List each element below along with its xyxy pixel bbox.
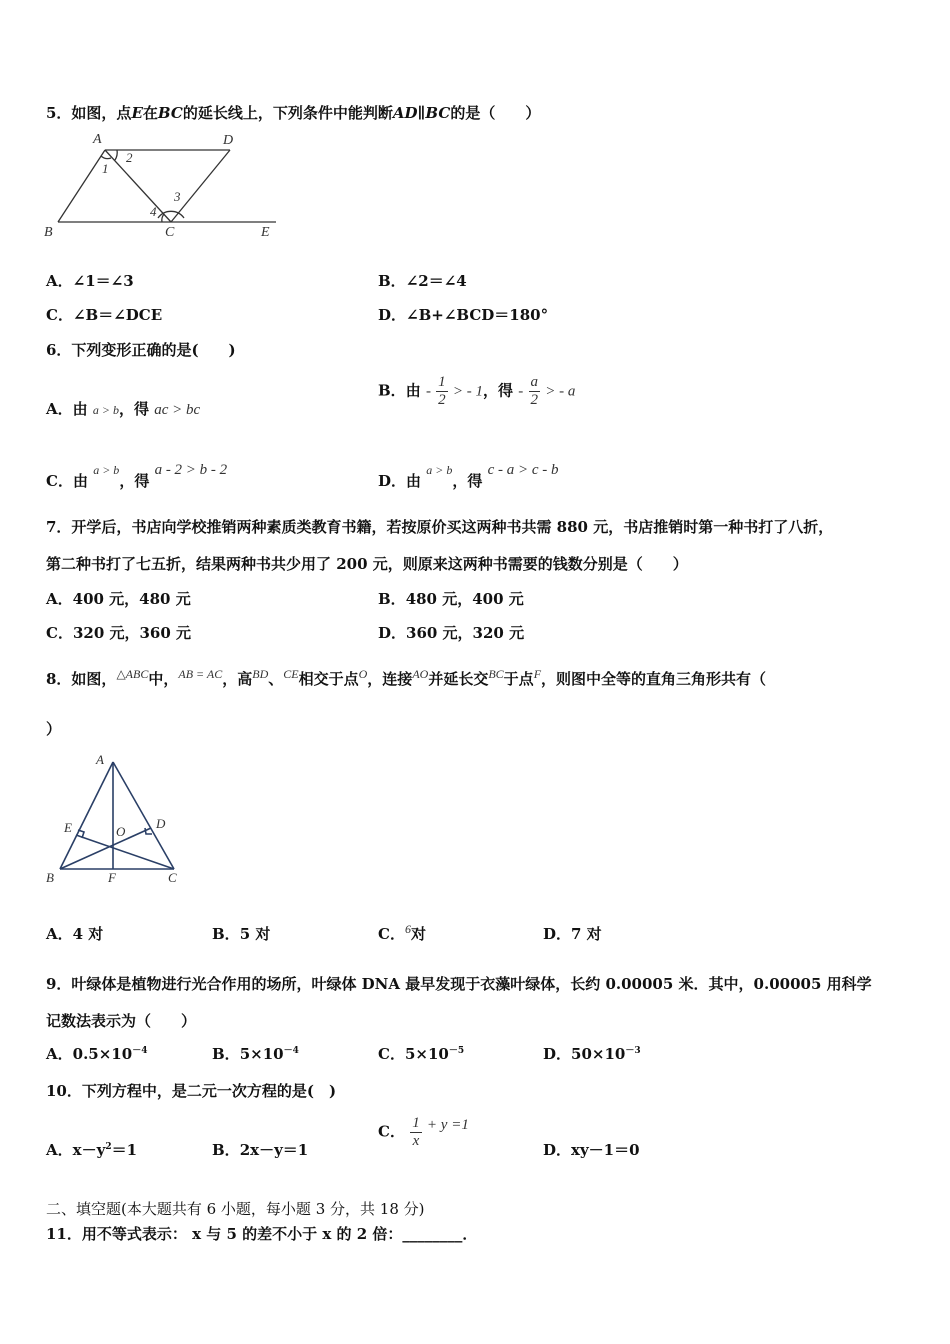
q7-option-c: C．320 元，360 元 — [46, 624, 192, 642]
q8-option-b: B．5 对 — [212, 925, 271, 943]
q5-option-d: D．∠B+∠BCD＝180° — [378, 306, 549, 324]
q10-option-b: B．2x－y＝1 — [212, 1141, 309, 1159]
section-2-heading: 二、填空题(本大题共有 6 小题，每小题 3 分，共 18 分) — [46, 1200, 425, 1218]
q8-label-e: E — [64, 820, 72, 835]
q8-stem: 8．如图，$^{\triangle ABC}$中，$^{AB = AC}$，高$^{BD}$、$^{CE}$相交于点$^O$，连接$^{AO}$并延长交$^{BC}$于点$^F$，则图中全等的直角三角形共有（ — [46, 667, 767, 688]
q8-label-f: F — [108, 870, 116, 885]
q8-stem-line2: ） — [46, 720, 62, 738]
q10-option-c: C． $\frac{1}{x}$ + y =1 — [378, 1115, 469, 1149]
q10-option-a: A．$x-y^2=1$ — [46, 1141, 138, 1159]
q5-label-e: E — [261, 225, 270, 240]
q5-angle-4: 4 — [150, 204, 157, 219]
q5-stem: 5．如图，点E在BC的延长线上，下列条件中能判断AD∥BC的是（ ） — [46, 104, 541, 122]
q8-option-a: A．4 对 — [46, 925, 104, 943]
q8-label-a: A — [96, 752, 104, 767]
q7-option-b: B．480 元，400 元 — [378, 590, 524, 608]
q5-option-b: B．∠2＝∠4 — [378, 272, 467, 290]
q10-stem: 10．下列方程中，是二元一次方程的是( ) — [46, 1082, 337, 1100]
q8-option-c: C．$^6$对 — [378, 922, 426, 943]
q5-option-a: A．∠1＝∠3 — [46, 272, 134, 290]
q10-option-d: D．xy－1＝0 — [543, 1141, 640, 1159]
q7-stem-line2: 第二种书打了七五折，结果两种书共少用了 200 元，则原来这两种书需要的钱数分别是（ ） — [46, 555, 688, 573]
q5-label-d: D — [223, 133, 234, 148]
q9-option-b: B．$5\times 10^{-4}$ — [212, 1045, 299, 1063]
q5-label-a: A — [93, 132, 102, 147]
q6-b-fraction-2: $\frac{a}{2}$ — [530, 374, 539, 408]
q5-label-b: B — [44, 225, 53, 240]
q7-option-d: D．360 元，320 元 — [378, 624, 525, 642]
q9-option-d: D．$50\times 10^{-3}$ — [543, 1045, 641, 1063]
q5-label-c: C — [165, 225, 175, 240]
q9-stem-line2: 记数法表示为（ ） — [46, 1012, 197, 1030]
q8-option-d: D．7 对 — [543, 925, 602, 943]
q9-option-a: A．$0.5\times 10^{-4}$ — [46, 1045, 148, 1063]
q6-stem: 6．下列变形正确的是( ) — [46, 341, 236, 359]
q5-figure-parallelogram — [40, 128, 285, 243]
q9-stem-line1: 9．叶绿体是植物进行光合作用的场所，叶绿体 DNA 最早发现于衣藻叶绿体，长约 0.00005 米．其中，0.00005 用科学 — [46, 975, 872, 993]
q5-option-c: C．∠B＝∠DCE — [46, 306, 163, 324]
q8-label-d: D — [156, 816, 166, 831]
q10-c-fraction: $\frac{1}{x}$ — [412, 1115, 420, 1149]
q6-option-c: C．由 a > b，得 a - 2 > b - 2 — [46, 462, 228, 490]
q6-option-a: A．由 a > b，得 ac > bc — [46, 400, 201, 418]
q7-stem-line1: 7．开学后，书店向学校推销两种素质类教育书籍，若按原价买这两种书共需 880 元，书店推销时第一种书打了八折， — [46, 518, 834, 536]
q6-option-d: D．由 a > b，得 c - a > c - b — [378, 462, 559, 490]
q8-label-c: C — [168, 870, 177, 885]
q9-option-c: C．$5\times 10^{-5}$ — [378, 1045, 465, 1063]
q8-label-o: O — [116, 824, 126, 839]
q6-b-fraction: $\frac{1}{2}$ — [438, 374, 446, 408]
q7-option-a: A．400 元，480 元 — [46, 590, 191, 608]
q5-angle-2: 2 — [126, 150, 133, 165]
q8-figure-triangle — [40, 748, 190, 888]
q5-angle-3: 3 — [174, 189, 181, 204]
q5-angle-1: 1 — [102, 161, 109, 176]
q8-label-b: B — [46, 870, 54, 885]
q6-option-b: B．由 - $\frac{1}{2}$ > - 1，得 - $\frac{a}{2}$ > - a — [378, 374, 576, 408]
q11-stem: 11．用不等式表示： x 与 5 的差不小于 x 的 2 倍：________． — [46, 1225, 478, 1243]
